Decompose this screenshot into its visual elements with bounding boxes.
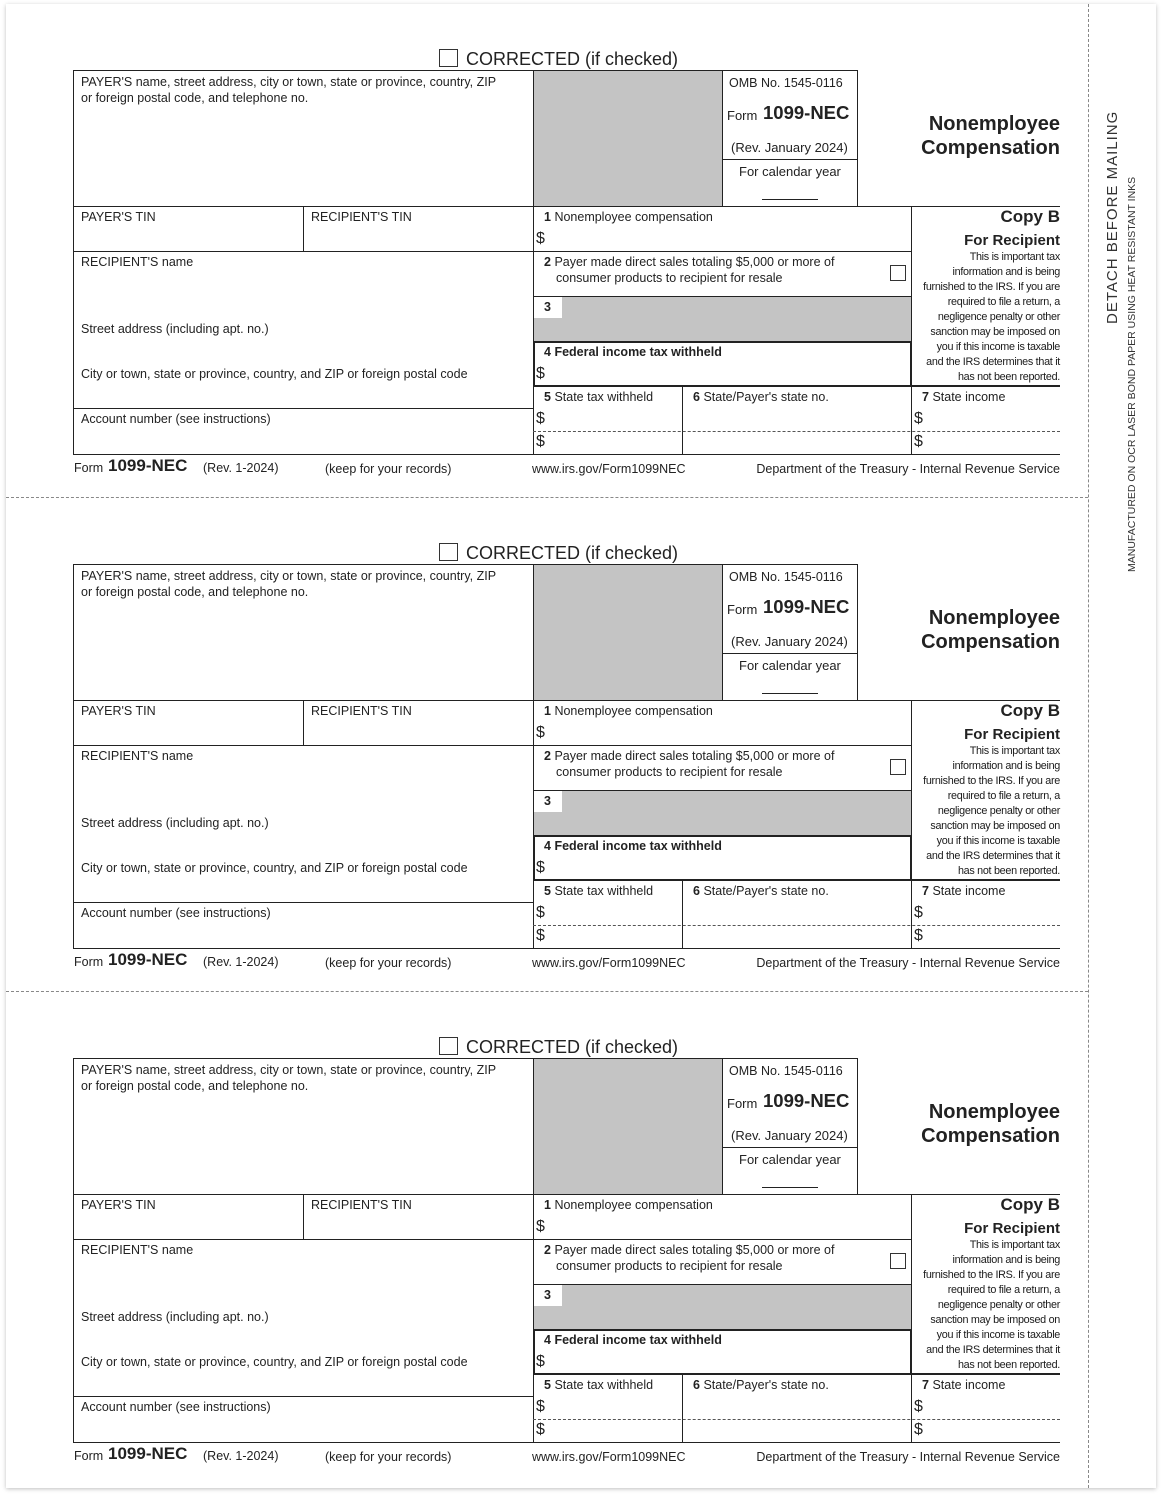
notice-line: information and is being xyxy=(952,760,1060,772)
footer-revision: (Rev. 1-2024) xyxy=(203,461,279,475)
recipient-name-field[interactable] xyxy=(74,1258,532,1308)
recipient-tin-field[interactable] xyxy=(304,225,532,250)
footer-form-word: Form xyxy=(74,1449,104,1463)
box5-dollar-2: $ xyxy=(536,433,545,450)
notice-line: required to file a return, a xyxy=(947,1284,1060,1296)
box7-dollar-2: $ xyxy=(914,1421,923,1438)
form-revision: (Rev. January 2024) xyxy=(731,1128,848,1143)
box2-label: 2 Payer made direct sales totaling $5,000 or more of xyxy=(544,1243,835,1257)
box3-label: 3 xyxy=(544,794,551,808)
box7-field-2[interactable] xyxy=(926,1420,1060,1441)
street-address-field[interactable] xyxy=(74,832,532,858)
footer-form-word: Form xyxy=(74,955,104,969)
notice-line: This is important tax xyxy=(969,251,1060,263)
notice-line: information and is being xyxy=(952,266,1060,278)
box3-shaded-area xyxy=(562,790,911,812)
box5-dollar-1: $ xyxy=(536,904,545,921)
box7-field-2[interactable] xyxy=(926,926,1060,947)
box7-dollar-1: $ xyxy=(914,410,923,427)
footer-keep-records: (keep for your records) xyxy=(325,956,452,970)
box7-label: 7 State income xyxy=(922,390,1006,404)
corrected-checkbox[interactable] xyxy=(439,543,458,561)
notice-line: furnished to the IRS. If you are xyxy=(923,1269,1060,1281)
form-revision: (Rev. January 2024) xyxy=(731,634,848,649)
street-address-label: Street address (including apt. no.) xyxy=(81,816,269,830)
for-recipient-label: For Recipient xyxy=(964,232,1060,249)
payer-tin-label: PAYER'S TIN xyxy=(81,210,156,224)
box3-shaded-area-lower xyxy=(533,318,911,341)
recipient-tin-field[interactable] xyxy=(304,1213,532,1238)
box1-label: 1 Nonemployee compensation xyxy=(544,704,713,718)
box5-dollar-2: $ xyxy=(536,927,545,944)
notice-line: negligence penalty or other xyxy=(937,805,1060,817)
notice-line: sanction may be imposed on xyxy=(930,820,1060,832)
form-title-line1: Nonemployee xyxy=(928,607,1060,629)
box5-label: 5 State tax withheld xyxy=(544,390,654,404)
box7-field-1[interactable] xyxy=(926,1396,1060,1418)
notice-line: sanction may be imposed on xyxy=(930,1314,1060,1326)
box1-label: 1 Nonemployee compensation xyxy=(544,210,713,224)
corrected-label: CORRECTED (if checked) xyxy=(466,543,679,563)
notice-line: This is important tax xyxy=(969,745,1060,757)
form-1099-nec-copy-1 xyxy=(0,0,1165,494)
box1-dollar: $ xyxy=(536,230,545,247)
box7-field-1[interactable] xyxy=(926,408,1060,430)
notice-line: you if this income is taxable xyxy=(936,835,1060,847)
form-title-line2: Compensation xyxy=(921,1125,1060,1147)
manufactured-label: MANUFACTURED ON OCR LASER BOND PAPER USING HEAT RESISTANT INKS xyxy=(1126,176,1138,572)
notice-line: information and is being xyxy=(952,1254,1060,1266)
box5-field-1[interactable] xyxy=(548,408,680,430)
box4-dollar: $ xyxy=(536,1353,545,1370)
box3-label: 3 xyxy=(544,300,551,314)
footer-form-number: 1099-NEC xyxy=(108,456,188,475)
box4-label: 4 Federal income tax withheld xyxy=(544,839,722,853)
box5-dollar-1: $ xyxy=(536,410,545,427)
notice-line: and the IRS determines that it xyxy=(926,1344,1060,1356)
copy-label: Copy B xyxy=(1000,207,1060,226)
recipient-tin-label: RECIPIENT'S TIN xyxy=(311,704,412,718)
copy-label: Copy B xyxy=(1000,701,1060,720)
for-recipient-label: For Recipient xyxy=(964,726,1060,743)
box6-field-1[interactable] xyxy=(684,902,909,924)
form-number: 1099-NEC xyxy=(763,1090,850,1111)
street-address-label: Street address (including apt. no.) xyxy=(81,322,269,336)
corrected-label: CORRECTED (if checked) xyxy=(466,49,679,69)
payer-info-label-2: or foreign postal code, and telephone no. xyxy=(81,585,309,599)
city-state-zip-label: City or town, state or province, country, and ZIP or foreign postal code xyxy=(81,1355,468,1369)
box6-label: 6 State/Payer's state no. xyxy=(693,884,829,898)
street-address-label: Street address (including apt. no.) xyxy=(81,1310,269,1324)
notice-line: and the IRS determines that it xyxy=(926,850,1060,862)
box7-field-1[interactable] xyxy=(926,902,1060,924)
payer-info-label-2: or foreign postal code, and telephone no. xyxy=(81,1079,309,1093)
notice-line: has not been reported. xyxy=(957,371,1060,383)
payer-tin-field[interactable] xyxy=(74,1213,302,1238)
payer-tin-field[interactable] xyxy=(74,719,302,744)
recipient-name-field[interactable] xyxy=(74,764,532,814)
footer-revision: (Rev. 1-2024) xyxy=(203,955,279,969)
form-number: 1099-NEC xyxy=(763,596,850,617)
form-1099-nec-copy-3 xyxy=(0,988,1165,1482)
box6-field-2[interactable] xyxy=(684,1420,909,1441)
account-number-field[interactable] xyxy=(74,428,532,453)
important-notice xyxy=(912,250,1060,385)
box6-field-2[interactable] xyxy=(684,926,909,947)
notice-line: you if this income is taxable xyxy=(936,1329,1060,1341)
recipient-name-label: RECIPIENT'S name xyxy=(81,255,194,269)
important-notice xyxy=(912,1238,1060,1373)
omb-number: OMB No. 1545-0116 xyxy=(729,570,843,584)
box2-label-2: consumer products to recipient for resale xyxy=(556,1259,783,1273)
calendar-year-label: For calendar year xyxy=(739,1152,841,1167)
form-title-line1: Nonemployee xyxy=(928,1101,1060,1123)
box4-amount-field[interactable] xyxy=(548,1351,908,1372)
payer-info-field[interactable] xyxy=(73,1094,531,1192)
box7-dollar-1: $ xyxy=(914,1398,923,1415)
footer-department: Department of the Treasury - Internal Revenue Service xyxy=(756,1450,1060,1464)
footer-keep-records: (keep for your records) xyxy=(325,462,452,476)
footer-department: Department of the Treasury - Internal Revenue Service xyxy=(756,462,1060,476)
footer-form-number: 1099-NEC xyxy=(108,950,188,969)
calendar-year-label: For calendar year xyxy=(739,658,841,673)
box7-dollar-2: $ xyxy=(914,927,923,944)
box5-field-2[interactable] xyxy=(548,1420,680,1441)
box3-label: 3 xyxy=(544,1288,551,1302)
box2-label-2: consumer products to recipient for resale xyxy=(556,765,783,779)
account-number-label: Account number (see instructions) xyxy=(81,412,271,426)
notice-line: sanction may be imposed on xyxy=(930,326,1060,338)
box7-field-2[interactable] xyxy=(926,432,1060,453)
omb-number: OMB No. 1545-0116 xyxy=(729,1064,843,1078)
notice-line: has not been reported. xyxy=(957,865,1060,877)
box4-dollar: $ xyxy=(536,859,545,876)
payer-shaded-area xyxy=(533,564,722,700)
box5-dollar-2: $ xyxy=(536,1421,545,1438)
important-notice xyxy=(912,744,1060,879)
recipient-tin-label: RECIPIENT'S TIN xyxy=(311,210,412,224)
form-word: Form xyxy=(727,108,758,123)
notice-line: furnished to the IRS. If you are xyxy=(923,775,1060,787)
box2-label: 2 Payer made direct sales totaling $5,000 or more of xyxy=(544,255,835,269)
box7-dollar-2: $ xyxy=(914,433,923,450)
calendar-year-field[interactable] xyxy=(762,181,818,199)
box5-field-1[interactable] xyxy=(548,1396,680,1418)
calendar-year-field[interactable] xyxy=(762,675,818,693)
payer-shaded-area xyxy=(533,1058,722,1194)
footer-irs-url[interactable]: www.irs.gov/Form1099NEC xyxy=(532,956,686,970)
form-word: Form xyxy=(727,602,758,617)
box5-label: 5 State tax withheld xyxy=(544,884,654,898)
city-state-zip-field[interactable] xyxy=(74,1371,532,1395)
box2-checkbox[interactable] xyxy=(890,1253,906,1269)
box4-label: 4 Federal income tax withheld xyxy=(544,345,722,359)
recipient-tin-label: RECIPIENT'S TIN xyxy=(311,1198,412,1212)
corrected-checkbox[interactable] xyxy=(439,1037,458,1055)
payer-info-label: PAYER'S name, street address, city or town, state or province, country, ZIP xyxy=(81,75,497,89)
payer-tin-field[interactable] xyxy=(74,225,302,250)
payer-info-label: PAYER'S name, street address, city or town, state or province, country, ZIP xyxy=(81,569,497,583)
box2-checkbox[interactable] xyxy=(890,265,906,281)
form-title-line2: Compensation xyxy=(921,137,1060,159)
form-1099-nec-copy-2 xyxy=(0,494,1165,988)
box2-label-2: consumer products to recipient for resale xyxy=(556,271,783,285)
notice-line: you if this income is taxable xyxy=(936,341,1060,353)
payer-shaded-area xyxy=(533,70,722,206)
notice-line: This is important tax xyxy=(969,1239,1060,1251)
city-state-zip-field[interactable] xyxy=(74,877,532,901)
footer-keep-records: (keep for your records) xyxy=(325,1450,452,1464)
corrected-label: CORRECTED (if checked) xyxy=(466,1037,679,1057)
box5-dollar-1: $ xyxy=(536,1398,545,1415)
corrected-checkbox[interactable] xyxy=(439,49,458,67)
city-state-zip-label: City or town, state or province, country, and ZIP or foreign postal code xyxy=(81,367,468,381)
payer-info-label-2: or foreign postal code, and telephone no. xyxy=(81,91,309,105)
box4-label: 4 Federal income tax withheld xyxy=(544,1333,722,1347)
detach-label: DETACH BEFORE MAILING xyxy=(1104,110,1121,324)
box1-amount-field[interactable] xyxy=(548,722,908,744)
city-state-zip-field[interactable] xyxy=(74,383,532,407)
box4-amount-field[interactable] xyxy=(548,857,908,878)
box6-field-2[interactable] xyxy=(684,432,909,453)
account-number-field[interactable] xyxy=(74,1416,532,1441)
box1-amount-field[interactable] xyxy=(548,228,908,250)
notice-line: required to file a return, a xyxy=(947,296,1060,308)
box2-label: 2 Payer made direct sales totaling $5,000 or more of xyxy=(544,749,835,763)
box6-label: 6 State/Payer's state no. xyxy=(693,1378,829,1392)
footer-irs-url[interactable]: www.irs.gov/Form1099NEC xyxy=(532,1450,686,1464)
box6-field-1[interactable] xyxy=(684,408,909,430)
calendar-year-label: For calendar year xyxy=(739,164,841,179)
footer-department: Department of the Treasury - Internal Revenue Service xyxy=(756,956,1060,970)
box3-shaded-area xyxy=(562,296,911,318)
box2-checkbox[interactable] xyxy=(890,759,906,775)
box1-dollar: $ xyxy=(536,724,545,741)
account-number-field[interactable] xyxy=(74,922,532,947)
form-title-line2: Compensation xyxy=(921,631,1060,653)
box1-dollar: $ xyxy=(536,1218,545,1235)
notice-line: required to file a return, a xyxy=(947,790,1060,802)
box4-amount-field[interactable] xyxy=(548,363,908,384)
recipient-name-field[interactable] xyxy=(74,270,532,320)
for-recipient-label: For Recipient xyxy=(964,1220,1060,1237)
notice-line: negligence penalty or other xyxy=(937,311,1060,323)
payer-tin-label: PAYER'S TIN xyxy=(81,704,156,718)
calendar-year-field[interactable] xyxy=(762,1169,818,1187)
copy-label: Copy B xyxy=(1000,1195,1060,1214)
payer-info-field[interactable] xyxy=(73,106,531,204)
payer-info-field[interactable] xyxy=(73,600,531,698)
street-address-field[interactable] xyxy=(74,338,532,364)
form-number: 1099-NEC xyxy=(763,102,850,123)
footer-form-number: 1099-NEC xyxy=(108,1444,188,1463)
form-revision: (Rev. January 2024) xyxy=(731,140,848,155)
city-state-zip-label: City or town, state or province, country, and ZIP or foreign postal code xyxy=(81,861,468,875)
account-number-label: Account number (see instructions) xyxy=(81,906,271,920)
recipient-tin-field[interactable] xyxy=(304,719,532,744)
notice-line: has not been reported. xyxy=(957,1359,1060,1371)
footer-form-word: Form xyxy=(74,461,104,475)
box6-field-1[interactable] xyxy=(684,1396,909,1418)
box5-label: 5 State tax withheld xyxy=(544,1378,654,1392)
box5-field-1[interactable] xyxy=(548,902,680,924)
account-number-label: Account number (see instructions) xyxy=(81,1400,271,1414)
footer-revision: (Rev. 1-2024) xyxy=(203,1449,279,1463)
payer-tin-label: PAYER'S TIN xyxy=(81,1198,156,1212)
box1-label: 1 Nonemployee compensation xyxy=(544,1198,713,1212)
box5-field-2[interactable] xyxy=(548,926,680,947)
box4-dollar: $ xyxy=(536,365,545,382)
box6-label: 6 State/Payer's state no. xyxy=(693,390,829,404)
box1-amount-field[interactable] xyxy=(548,1216,908,1238)
box7-label: 7 State income xyxy=(922,884,1006,898)
recipient-name-label: RECIPIENT'S name xyxy=(81,1243,194,1257)
notice-line: negligence penalty or other xyxy=(937,1299,1060,1311)
box3-shaded-area xyxy=(562,1284,911,1306)
box7-dollar-1: $ xyxy=(914,904,923,921)
form-title-line1: Nonemployee xyxy=(928,113,1060,135)
omb-number: OMB No. 1545-0116 xyxy=(729,76,843,90)
footer-irs-url[interactable]: www.irs.gov/Form1099NEC xyxy=(532,462,686,476)
payer-info-label: PAYER'S name, street address, city or town, state or province, country, ZIP xyxy=(81,1063,497,1077)
box3-shaded-area-lower xyxy=(533,812,911,835)
street-address-field[interactable] xyxy=(74,1326,532,1352)
box3-shaded-area-lower xyxy=(533,1306,911,1329)
form-word: Form xyxy=(727,1096,758,1111)
recipient-name-label: RECIPIENT'S name xyxy=(81,749,194,763)
box7-label: 7 State income xyxy=(922,1378,1006,1392)
notice-line: and the IRS determines that it xyxy=(926,356,1060,368)
notice-line: furnished to the IRS. If you are xyxy=(923,281,1060,293)
box5-field-2[interactable] xyxy=(548,432,680,453)
